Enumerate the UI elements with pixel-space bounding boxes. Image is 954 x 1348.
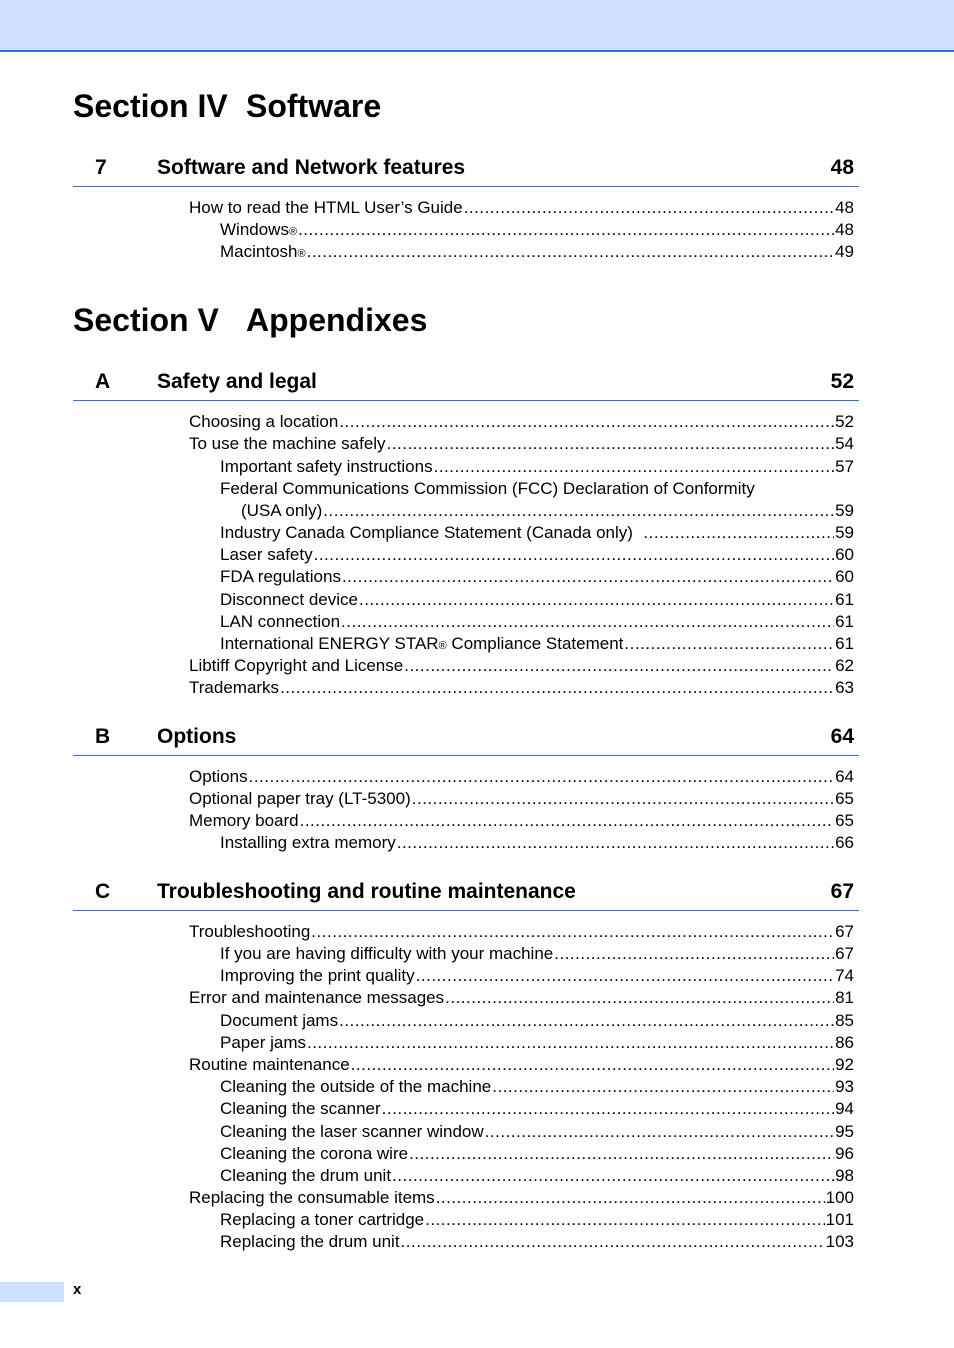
toc-entry-page: 94 [835, 1099, 854, 1118]
chapter-number: A [95, 370, 111, 393]
dot-leader [445, 987, 834, 1009]
toc-entry[interactable] [220, 1121, 854, 1143]
toc-entry[interactable] [189, 197, 854, 219]
chapter-7-heading[interactable] [73, 153, 859, 187]
footer-band [0, 1282, 64, 1302]
toc-entry-title: International ENERGY STAR [220, 634, 439, 653]
toc-entry[interactable] [189, 810, 854, 832]
toc-entry-title: If you are having difficulty with your machine [220, 944, 554, 963]
toc-entry-page: 61 [835, 612, 854, 631]
chapter-number: C [95, 880, 111, 903]
toc-entry-page: 86 [835, 1033, 854, 1052]
toc-entry[interactable] [189, 987, 854, 1009]
toc-entry-page: 60 [835, 567, 854, 586]
chapter-number: 7 [95, 156, 107, 179]
toc-entry[interactable] [220, 1032, 854, 1054]
toc-entry-title: Troubleshooting [189, 922, 311, 941]
toc-entry[interactable] [189, 677, 854, 699]
chapter-title: Safety and legal [157, 370, 317, 393]
toc-entry-title: Cleaning the corona wire [220, 1144, 409, 1163]
dot-leader [624, 633, 834, 655]
dot-leader [382, 1098, 834, 1120]
toc-entry-page: 66 [835, 833, 854, 852]
toc-entry-page: 48 [835, 220, 854, 239]
toc-entry-title: Memory board [189, 811, 299, 830]
dot-leader [307, 1032, 834, 1054]
toc-entry-page: 81 [835, 988, 854, 1007]
toc-entry-page: 92 [835, 1055, 854, 1074]
dot-leader [412, 788, 834, 810]
dot-leader [434, 456, 834, 478]
section-v-heading [73, 300, 427, 340]
dot-leader [554, 943, 834, 965]
dot-leader [387, 433, 835, 455]
toc-entry[interactable] [189, 788, 854, 810]
header-band [0, 0, 954, 52]
section-iv-heading [73, 86, 381, 126]
chapter-page: 64 [830, 725, 854, 748]
toc-entry-page: 74 [835, 966, 854, 985]
toc-entry[interactable] [220, 1165, 854, 1187]
dot-leader [249, 766, 834, 788]
toc-entry[interactable] [220, 544, 854, 566]
dot-leader [339, 1010, 834, 1032]
dot-leader [323, 500, 834, 522]
toc-entry[interactable] [189, 655, 854, 677]
toc-entry[interactable]: Macintosh ® ..... 49 [220, 241, 854, 263]
toc-entry-page: 65 [835, 789, 854, 808]
toc-entry[interactable] [220, 589, 854, 611]
dot-leader [401, 1231, 825, 1253]
page-number: x [73, 1281, 82, 1298]
toc-entry-page: 57 [835, 457, 854, 476]
toc-entry-title: Cleaning the outside of the machine [220, 1077, 492, 1096]
dot-leader [409, 1143, 834, 1165]
toc-entry-page: 64 [835, 767, 854, 786]
toc-entry-title[interactable]: Federal Communications Commission (FCC) Declaration of Conformity [220, 479, 755, 498]
dot-leader [300, 810, 834, 832]
toc-entry-page: 96 [835, 1144, 854, 1163]
dot-leader [359, 589, 834, 611]
chapter-page: 48 [830, 156, 854, 179]
chapter-b-heading[interactable] [73, 722, 859, 756]
toc-entry-title: Improving the print quality [220, 966, 415, 985]
toc-entry-title: Routine maintenance [189, 1055, 350, 1074]
toc-entry[interactable] [189, 766, 854, 788]
chapter-c-heading[interactable] [73, 877, 859, 911]
toc-entry-title: Libtiff Copyright and License [189, 656, 404, 675]
toc-entry[interactable] [189, 433, 854, 455]
toc-entry-page: 60 [835, 545, 854, 564]
toc-entry-title: Cleaning the laser scanner window [220, 1122, 484, 1141]
dot-leader [392, 1165, 834, 1187]
toc-entry-page: 61 [835, 634, 854, 653]
toc-entry-title: Laser safety [220, 545, 313, 564]
dot-leader [485, 1121, 834, 1143]
chapter-title: Troubleshooting and routine maintenance [157, 880, 576, 903]
chapter-title: Options [157, 725, 237, 748]
toc-entry-page: 85 [835, 1011, 854, 1030]
toc-entry[interactable] [220, 943, 854, 965]
toc-entry-page: 101 [825, 1210, 854, 1229]
dot-leader [339, 411, 834, 433]
toc-entry[interactable] [220, 1143, 854, 1165]
toc-entry-title: FDA regulations [220, 567, 341, 586]
dot-leader [436, 1187, 825, 1209]
toc-entry-page: 98 [835, 1166, 854, 1185]
toc-entry-page: 103 [825, 1232, 854, 1251]
toc-entry-title: Replacing the consumable items [189, 1188, 435, 1207]
chapter-title: Software and Network features [157, 156, 466, 179]
toc-entry[interactable] [189, 1054, 854, 1076]
toc-entry[interactable] [220, 1010, 854, 1032]
dot-leader [492, 1076, 834, 1098]
toc-entry[interactable] [241, 500, 854, 522]
section-title: Software [246, 88, 382, 124]
dot-leader [464, 197, 834, 219]
toc-entry-page: 59 [835, 523, 854, 542]
toc-entry-title: Choosing a location [189, 412, 339, 431]
toc-entry-title: Windows [220, 220, 289, 239]
toc-entry[interactable] [189, 1187, 854, 1209]
section-title: Appendixes [246, 302, 428, 338]
toc-entry-title: Document jams [220, 1011, 339, 1030]
toc-entry-page: 67 [835, 922, 854, 941]
dot-leader [416, 965, 834, 987]
chapter-a-heading[interactable] [73, 367, 859, 401]
dot-leader [314, 544, 834, 566]
chapter-number: B [95, 725, 111, 748]
toc-entry-title: Optional paper tray (LT-5300) [189, 789, 411, 808]
dot-leader [341, 611, 834, 633]
toc-entry-page: 93 [835, 1077, 854, 1096]
toc-entry-page: 49 [835, 242, 854, 261]
toc-entry-title: Industry Canada Compliance Statement (Canada only) [220, 523, 643, 542]
toc-entry[interactable] [189, 921, 854, 943]
dot-leader [643, 522, 834, 544]
toc-entry-page: 59 [835, 501, 854, 520]
dot-leader [425, 1209, 825, 1231]
toc-entry-title: Macintosh [220, 242, 298, 261]
toc-entry-title: LAN connection [220, 612, 341, 631]
toc-entry[interactable] [220, 456, 854, 478]
toc-entry[interactable] [220, 832, 854, 854]
toc-entry-page: 48 [835, 198, 854, 217]
toc-entry-title: Installing extra memory [220, 833, 396, 852]
toc-entry-title: Replacing the drum unit [220, 1232, 400, 1251]
toc-entry[interactable] [220, 611, 854, 633]
toc-entry-title: How to read the HTML User’s Guide [189, 198, 463, 217]
toc-entry-title: Error and maintenance messages [189, 988, 445, 1007]
toc-entry-page: 52 [835, 412, 854, 431]
toc-entry-title: Disconnect device [220, 590, 358, 609]
toc-entry-title: Paper jams [220, 1033, 306, 1052]
dot-leader [280, 677, 834, 699]
toc-entry-title-cont: Compliance Statement [446, 634, 624, 653]
toc-entry-title: Important safety instructions [220, 457, 433, 476]
toc-entry[interactable] [220, 965, 854, 987]
toc-entry[interactable]: International ENERGY STAR ® Compliance Statement ..... 61 [220, 633, 854, 655]
toc-entry-title: Replacing a toner cartridge [220, 1210, 425, 1229]
chapter-page: 67 [830, 880, 854, 903]
dot-leader [311, 921, 834, 943]
toc-entry-page: 62 [835, 656, 854, 675]
toc-entry-title: (USA only) [241, 501, 323, 520]
toc-entry[interactable] [220, 566, 854, 588]
toc-entry-page: 61 [835, 590, 854, 609]
section-number: Section V [73, 302, 219, 338]
toc-entry-page: 54 [835, 434, 854, 453]
toc-entry-page: 67 [835, 944, 854, 963]
toc-entry-title: Cleaning the scanner [220, 1099, 381, 1118]
toc-entry-title: Options [189, 767, 248, 786]
dot-leader [307, 241, 834, 263]
toc-entry[interactable] [220, 1209, 854, 1231]
toc-entry-page: 63 [835, 678, 854, 697]
toc-entry-page: 100 [825, 1188, 854, 1207]
dot-leader [351, 1054, 834, 1076]
toc-entry[interactable]: Windows ® ..... 48 [220, 219, 854, 241]
dot-leader [397, 832, 834, 854]
toc-entry[interactable] [189, 411, 854, 433]
toc-entry-page: 65 [835, 811, 854, 830]
toc-entry[interactable] [220, 1231, 854, 1253]
chapter-page: 52 [830, 370, 854, 393]
toc-entry[interactable] [220, 1098, 854, 1120]
toc-entry-title: Trademarks [189, 678, 280, 697]
toc-entry[interactable] [220, 1076, 854, 1098]
section-number: Section IV [73, 88, 228, 124]
dot-leader [298, 219, 834, 241]
toc-entry-page: 95 [835, 1122, 854, 1141]
toc-entry-title: To use the machine safely [189, 434, 386, 453]
toc-entry-title: Cleaning the drum unit [220, 1166, 392, 1185]
dot-leader [404, 655, 834, 677]
toc-entry[interactable] [220, 522, 854, 544]
dot-leader [342, 566, 834, 588]
